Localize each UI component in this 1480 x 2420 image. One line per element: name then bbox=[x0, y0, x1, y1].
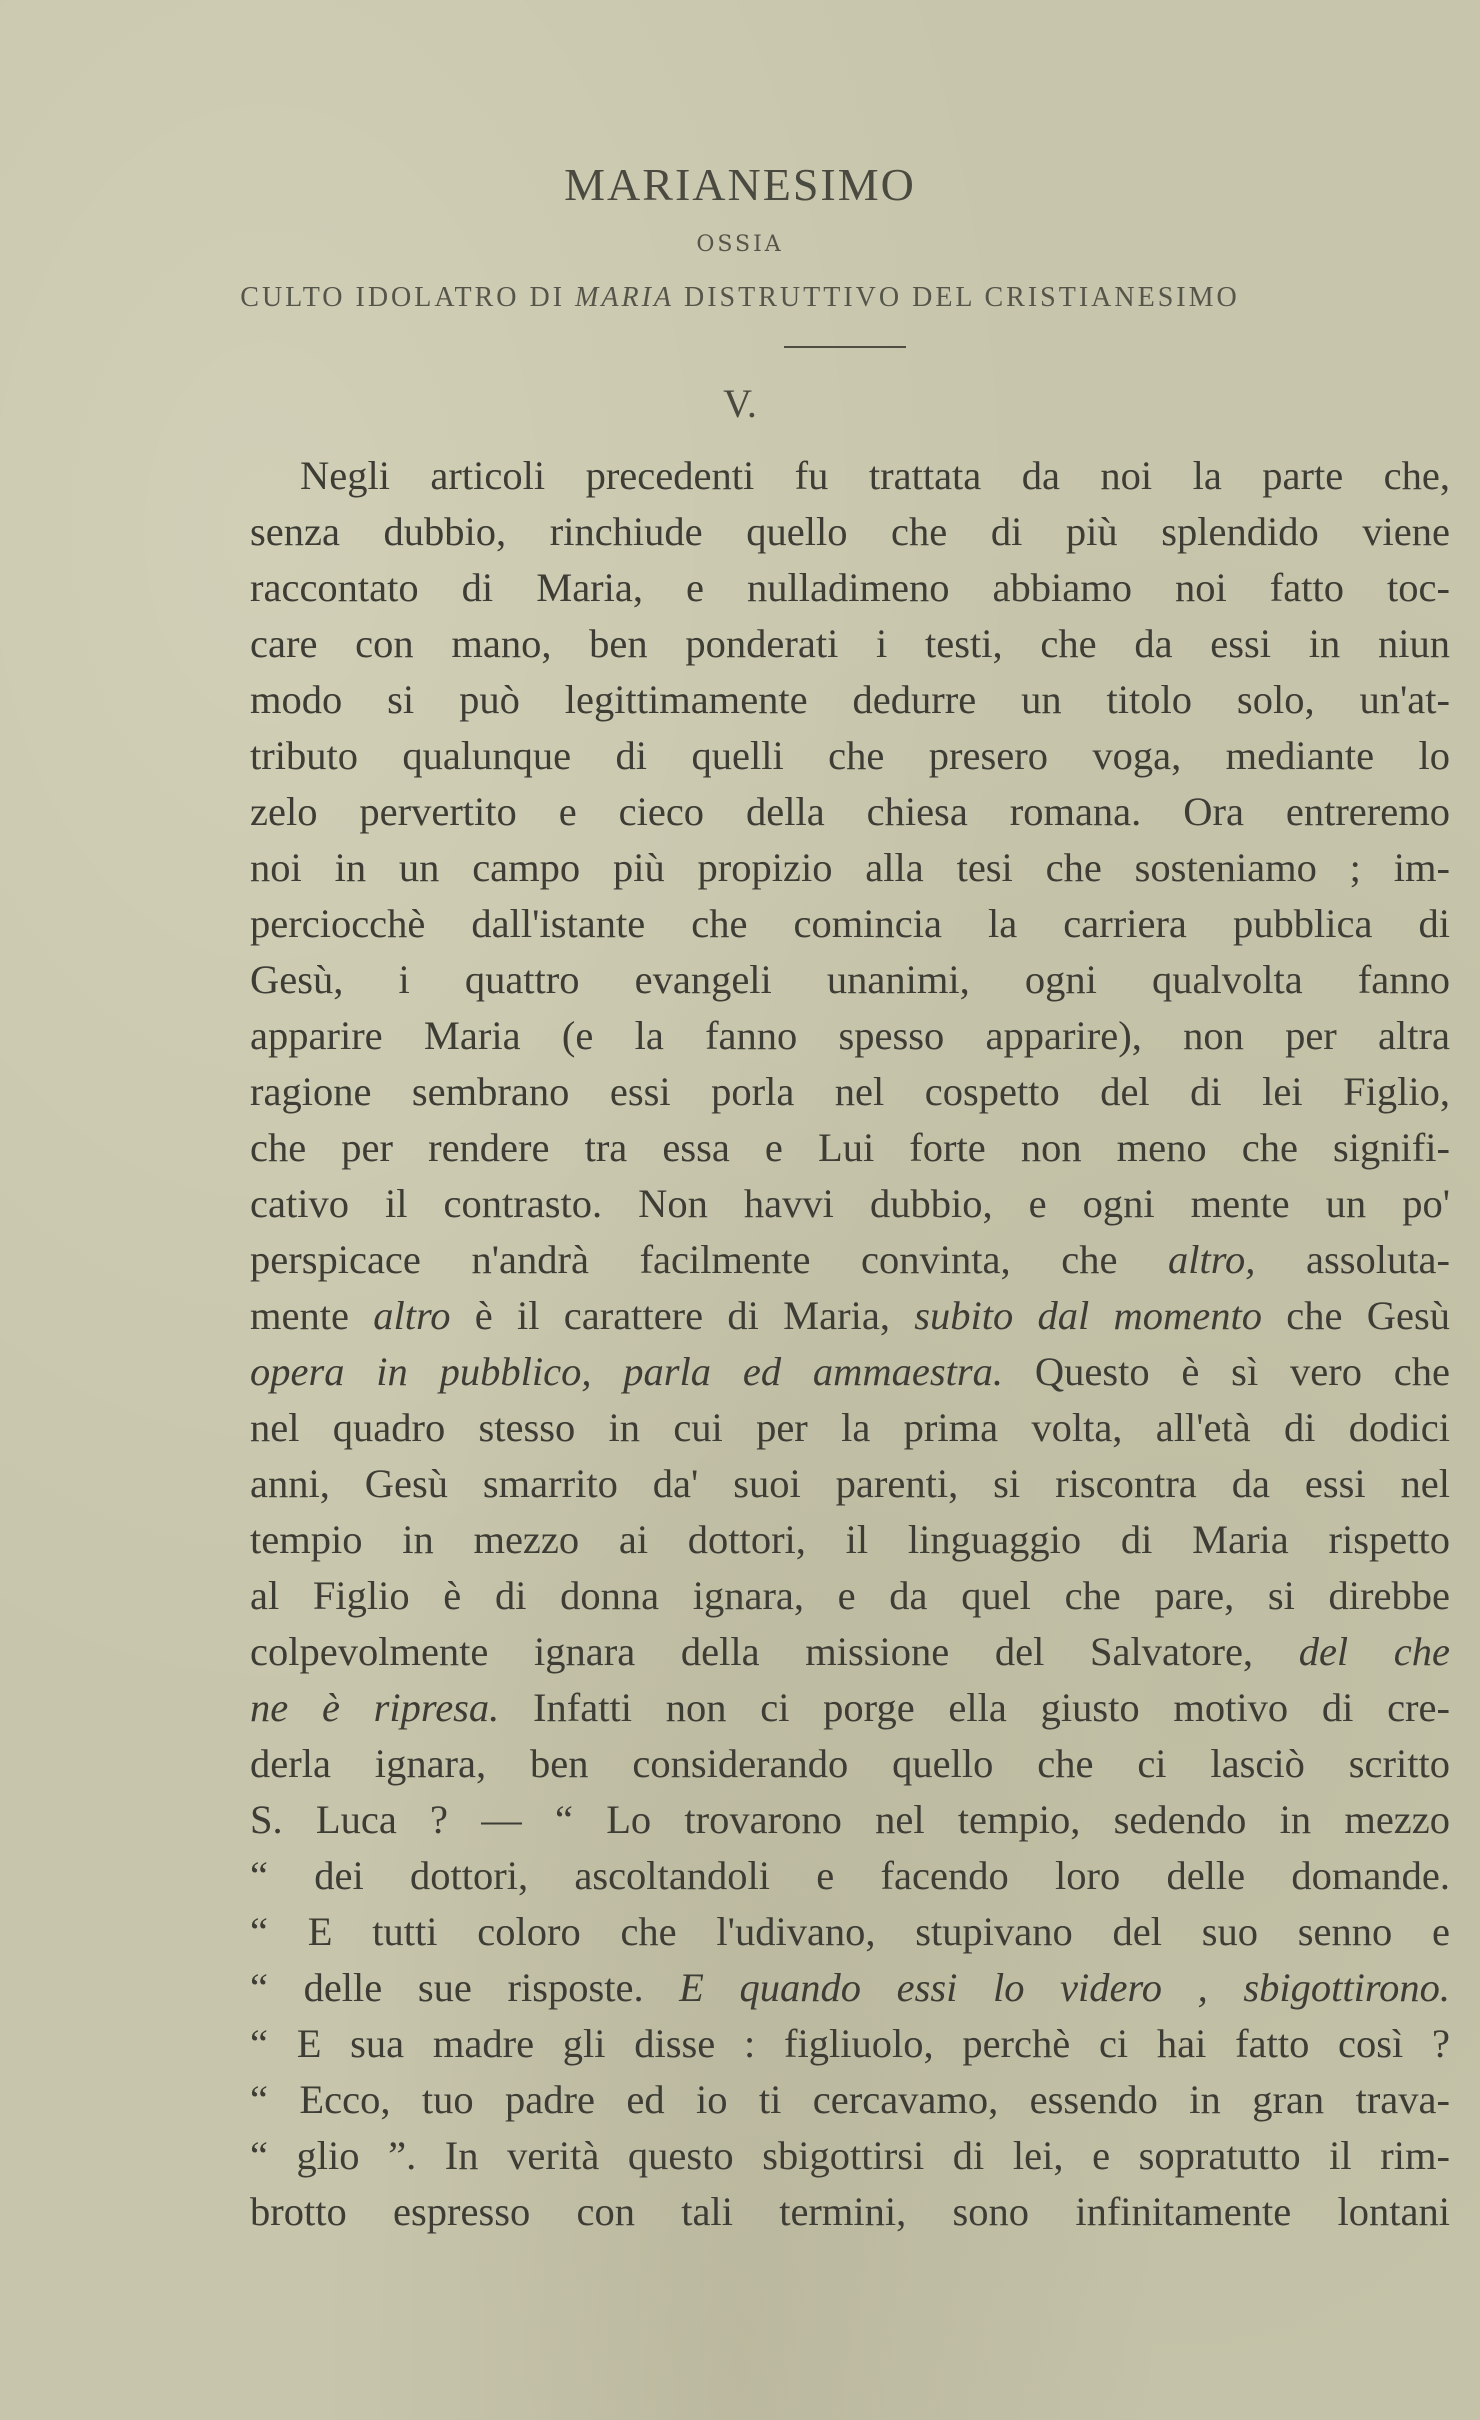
italic-text: E quando essi lo videro , sbigottirono. bbox=[679, 1965, 1450, 2010]
text-line bbox=[250, 840, 1450, 896]
text-line bbox=[250, 1848, 1450, 1904]
text-segment: mente bbox=[250, 1293, 374, 1338]
text-segment: derla ignara, ben considerando quello che ci lasciò scritto bbox=[250, 1741, 1450, 1786]
page-subtitle bbox=[0, 282, 1480, 314]
text-segment: ragione sembrano essi porla nel cospetto del di lei Figlio, bbox=[250, 1069, 1450, 1114]
text-segment: “ delle sue risposte. bbox=[250, 1965, 680, 2010]
text-segment: brotto espresso con tali termini, sono infinitamente lontani bbox=[250, 2189, 1450, 2234]
text-segment: “ E tutti coloro che l'udivano, stupivano del suo senno e bbox=[250, 1909, 1450, 1954]
text-line bbox=[250, 1568, 1450, 1624]
text-line bbox=[250, 560, 1450, 616]
text-segment: Gesù, i quattro evangeli unanimi, ogni qualvolta fanno bbox=[250, 957, 1450, 1002]
italic-text: del che bbox=[1298, 1629, 1451, 1674]
text-segment: Questo è sì vero che bbox=[1003, 1349, 1450, 1394]
text-line bbox=[250, 2128, 1450, 2184]
text-line bbox=[250, 1232, 1450, 1288]
text-segment: “ dei dottori, ascoltandoli e facendo loro delle domande. bbox=[250, 1853, 1450, 1898]
text-line bbox=[250, 2072, 1450, 2128]
text-segment: assoluta- bbox=[1255, 1237, 1451, 1282]
text-segment: colpevolmente ignara della missione del Salvatore, bbox=[250, 1629, 1299, 1674]
text-segment: noi in un campo più propizio alla tesi che sosteniamo ; im- bbox=[250, 845, 1450, 890]
subtitle-after: DISTRUTTIVO DEL CRISTIANESIMO bbox=[684, 282, 1240, 313]
text-segment: “ Ecco, tuo padre ed io ti cercavamo, essendo in gran trava- bbox=[250, 2077, 1450, 2122]
text-line bbox=[250, 672, 1450, 728]
text-segment: “ E sua madre gli disse : figliuolo, perchè ci hai fatto così ? bbox=[250, 2021, 1450, 2066]
page-subtitle-ossia: OSSIA bbox=[696, 232, 784, 257]
text-segment: raccontato di Maria, e nulladimeno abbiamo noi fatto toc- bbox=[250, 565, 1450, 610]
text-segment: nel quadro stesso in cui per la prima volta, all'età di dodici bbox=[250, 1405, 1450, 1450]
text-line bbox=[250, 1792, 1450, 1848]
text-segment: che Gesù bbox=[1262, 1293, 1451, 1338]
text-line bbox=[250, 1456, 1450, 1512]
text-segment: Negli articoli precedenti fu trattata da noi la parte che, bbox=[300, 453, 1450, 498]
text-line bbox=[250, 616, 1450, 672]
text-line bbox=[250, 784, 1450, 840]
text-segment: è il carattere di Maria, bbox=[450, 1293, 915, 1338]
text-segment: Infatti non ci porge ella giusto motivo di cre- bbox=[499, 1685, 1450, 1730]
italic-text: opera in pubblico, parla ed ammaestra. bbox=[250, 1349, 1004, 1394]
text-line bbox=[250, 1624, 1450, 1680]
text-segment: cativo il contrasto. Non havvi dubbio, e ogni mente un po' bbox=[250, 1181, 1450, 1226]
text-segment: modo si può legittimamente dedurre un titolo solo, un'at- bbox=[250, 677, 1450, 722]
italic-text: altro bbox=[373, 1293, 451, 1338]
text-line bbox=[250, 1680, 1450, 1736]
text-line bbox=[250, 952, 1450, 1008]
text-line bbox=[250, 1344, 1450, 1400]
text-line bbox=[250, 504, 1450, 560]
page-title: MARIANESIMO bbox=[564, 159, 916, 210]
body-text bbox=[250, 448, 1450, 2240]
text-line bbox=[250, 1288, 1450, 1344]
text-line bbox=[250, 1176, 1450, 1232]
text-line bbox=[250, 2184, 1450, 2240]
text-line bbox=[250, 1008, 1450, 1064]
title-rule bbox=[784, 346, 906, 348]
subtitle-before: CULTO IDOLATRO DI bbox=[240, 282, 566, 313]
text-line bbox=[250, 448, 1450, 504]
subtitle-maria: MARIA bbox=[575, 282, 675, 313]
text-segment: care con mano, ben ponderati i testi, che da essi in niun bbox=[250, 621, 1450, 666]
text-segment: al Figlio è di donna ignara, e da quel che pare, si direbbe bbox=[250, 1573, 1450, 1618]
italic-text: subito dal momento bbox=[914, 1293, 1263, 1338]
text-line bbox=[250, 1960, 1450, 2016]
text-segment: S. Luca ? — “ Lo trovarono nel tempio, sedendo in mezzo bbox=[250, 1797, 1450, 1842]
text-line bbox=[250, 896, 1450, 952]
text-segment: anni, Gesù smarrito da' suoi parenti, si riscontra da essi nel bbox=[250, 1461, 1450, 1506]
text-segment: perspicace n'andrà facilmente convinta, che bbox=[250, 1237, 1169, 1282]
text-line bbox=[250, 2016, 1450, 2072]
text-segment: zelo pervertito e cieco della chiesa romana. Ora entreremo bbox=[250, 789, 1450, 834]
text-segment: tributo qualunque di quelli che presero voga, mediante lo bbox=[250, 733, 1450, 778]
text-line bbox=[250, 728, 1450, 784]
italic-text: altro, bbox=[1168, 1237, 1256, 1282]
text-line bbox=[250, 1512, 1450, 1568]
text-line bbox=[250, 1736, 1450, 1792]
text-segment: tempio in mezzo ai dottori, il linguaggio di Maria rispetto bbox=[250, 1517, 1450, 1562]
section-number: V. bbox=[723, 381, 757, 426]
text-line bbox=[250, 1064, 1450, 1120]
text-line bbox=[250, 1400, 1450, 1456]
text-segment: senza dubbio, rinchiude quello che di più splendido viene bbox=[250, 509, 1450, 554]
text-line bbox=[250, 1904, 1450, 1960]
text-segment: che per rendere tra essa e Lui forte non meno che signifi- bbox=[250, 1125, 1450, 1170]
text-line bbox=[250, 1120, 1450, 1176]
text-segment: “ glio ”. In verità questo sbigottirsi di lei, e sopratutto il rim- bbox=[250, 2133, 1450, 2178]
text-segment: perciocchè dall'istante che comincia la carriera pubblica di bbox=[250, 901, 1450, 946]
text-segment: apparire Maria (e la fanno spesso apparire), non per altra bbox=[250, 1013, 1450, 1058]
italic-text: ne è ripresa. bbox=[250, 1685, 500, 1730]
